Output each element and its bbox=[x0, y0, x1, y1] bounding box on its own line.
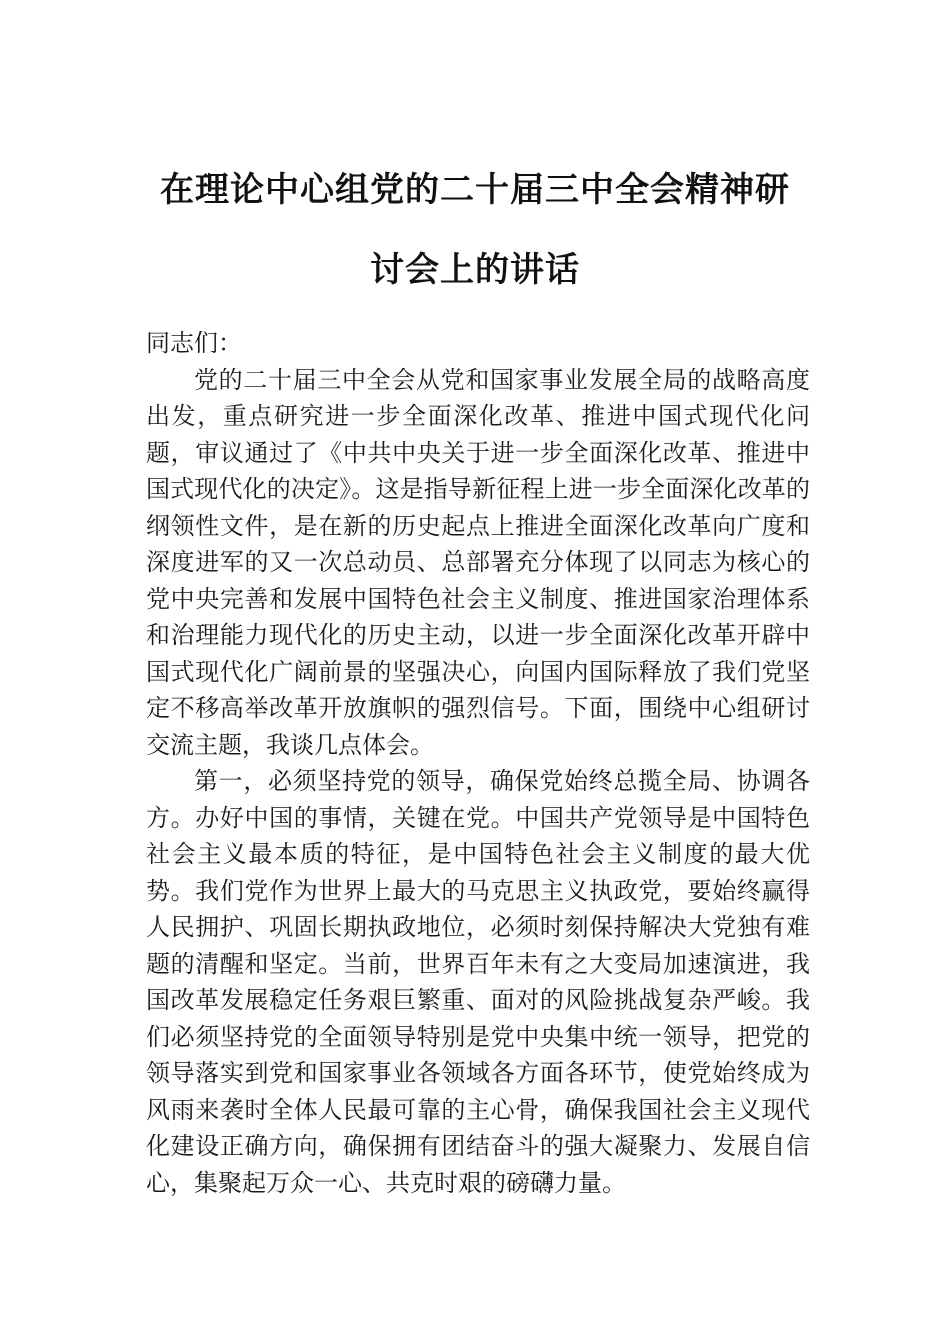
document-title bbox=[130, 150, 820, 310]
document-body bbox=[146, 325, 810, 1201]
salutation: 同志们： bbox=[146, 329, 242, 357]
title-line-2: 讨会上的讲话 bbox=[370, 250, 580, 290]
paragraph-intro: 党的二十届三中全会从党和国家事业发展全局的战略高度出发，重点研究进一步全面深化改革、推进中国式现代化问题，审议通过了《中共中央关于进一步全面深化改革、推进中国式现代化的决定》。这是指导新征程上进一步全面深化改革的纲领性文件，是在新的历史起点上推进全面深化改革向广度和深度进军的又一次总动员、总部署充分体现了以同志为核心的党中央完善和发展中国特色社会主义制度、推进国家治理体系和治理能力现代化的历史主动，以进一步全面深化改革开辟中国式现代化广阔前景的坚强决心，向国内国际释放了我们党坚定不移高举改革开放旗帜的强烈信号。下面，围绕中心组研讨交流主题，我谈几点体会。 bbox=[146, 365, 810, 759]
paragraph-first-point: 第一，必须坚持党的领导，确保党始终总揽全局、协调各方。办好中国的事情，关键在党。中国共产党领导是中国特色社会主义最本质的特征，是中国特色社会主义制度的最大优势。我们党作为世界上最大的马克思主义执政党，要始终赢得人民拥护、巩固长期执政地位，必须时刻保持解决大党独有难题的清醒和坚定。当前，世界百年未有之大变局加速演进，我国改革发展稳定任务艰巨繁重、面对的风险挑战复杂严峻。我们必须坚持党的全面领导特别是党中央集中统一领导，把党的领导落实到党和国家事业各领域各方面各环节，使党始终成为风雨来袭时全体人民最可靠的主心骨，确保我国社会主义现代化建设正确方向，确保拥有团结奋斗的强大凝聚力、发展自信心，集聚起万众一心、共克时艰的磅礴力量。 bbox=[146, 767, 810, 1197]
title-line-1: 在理论中心组党的二十届三中全会精神研 bbox=[160, 170, 790, 210]
